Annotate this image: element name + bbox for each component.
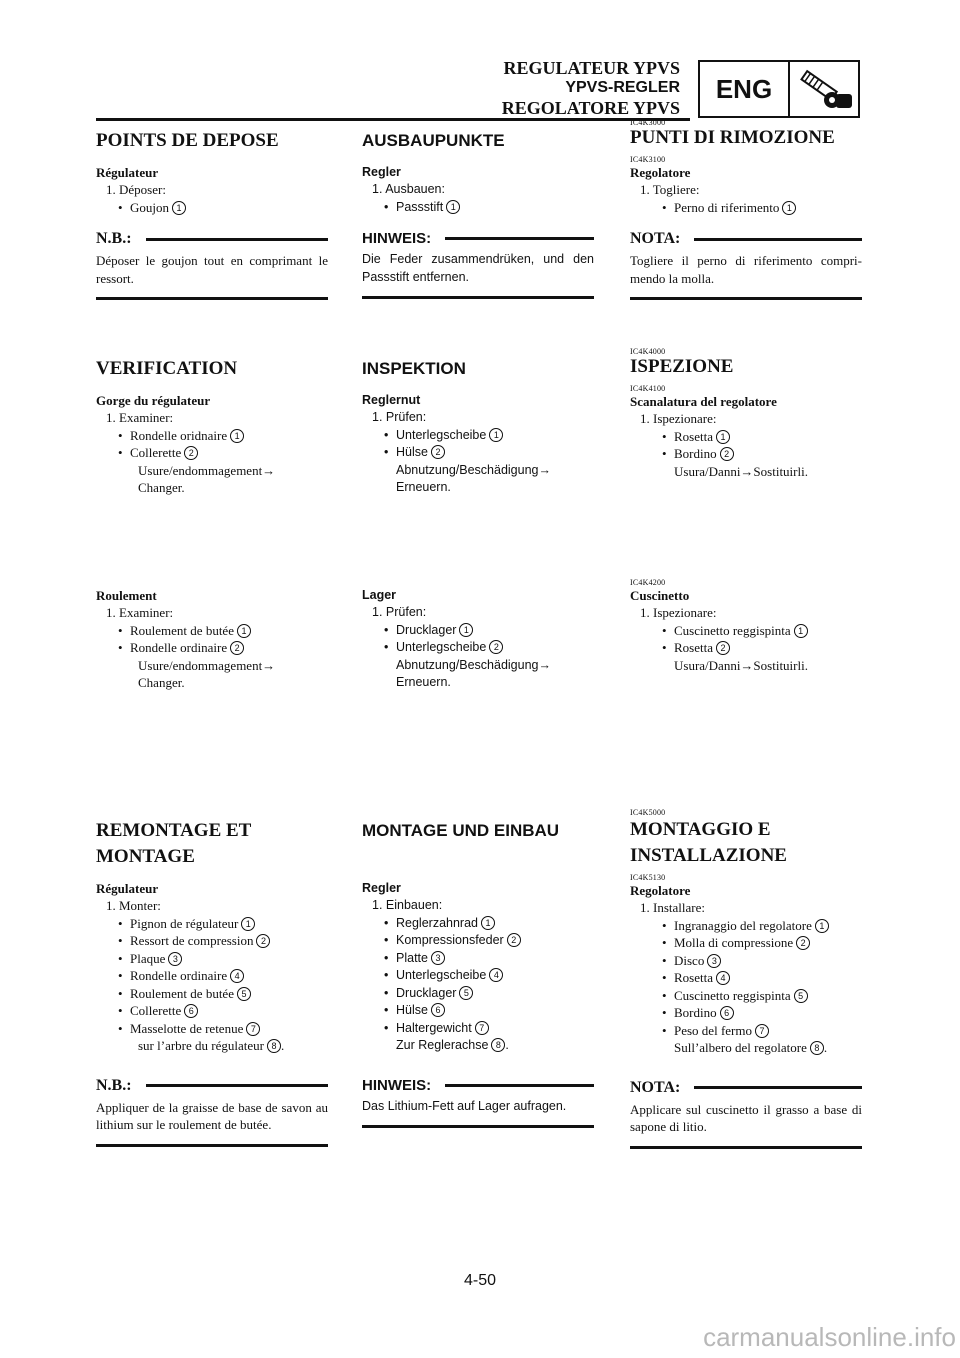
item-label: Haltergewicht xyxy=(396,1020,472,1035)
note-end-rule xyxy=(630,297,862,300)
column-de-assembly xyxy=(362,818,594,1128)
item-label: Hülse xyxy=(396,445,428,459)
list-item xyxy=(96,427,328,445)
item-label: Rosetta xyxy=(674,970,713,985)
item-label: Collerette xyxy=(130,1003,182,1018)
item-label: Rondelle oridnaire xyxy=(130,427,228,443)
fr-note-body: Déposer le goujon tout en comprimant le ressort. xyxy=(96,253,328,286)
column-de-bearing xyxy=(362,587,594,692)
header-title-de: YPVS-REGLER xyxy=(565,79,680,96)
item-label: sur l’arbre du régulateur xyxy=(138,1038,264,1053)
note-label: HINWEIS: xyxy=(362,230,432,247)
fr-subheading: Gorge du régulateur xyxy=(96,393,211,408)
item-label: Cuscinetto reggispinta xyxy=(674,987,791,1003)
header-title-it: REGOLATORE YPVS xyxy=(501,98,680,118)
wear-action: Erneuern. xyxy=(396,675,451,689)
note-rule xyxy=(694,238,862,241)
column-it-bearing xyxy=(630,578,862,674)
item-label: Collerette xyxy=(130,445,182,460)
item-label: Peso del fermo xyxy=(674,1022,752,1038)
title-line-1: MONTAGGIO E xyxy=(630,819,771,840)
note-label: N.B.: xyxy=(96,1076,132,1094)
item-label: Passstift xyxy=(396,199,444,214)
de-note-header xyxy=(362,1077,594,1094)
list-item xyxy=(362,967,594,985)
list-item-extra: Zur Reglerachse 8 . xyxy=(396,1038,509,1052)
note-end-rule xyxy=(630,1146,862,1149)
list-item xyxy=(362,444,594,462)
title-line-1: REMONTAGE ET xyxy=(96,820,252,841)
callout-number: 1 xyxy=(230,429,244,443)
de-note-header xyxy=(362,230,594,247)
title-line-2: INSTALLAZIONE xyxy=(630,845,787,866)
de-subheading: Regler xyxy=(362,881,401,895)
wear-action: Changer. xyxy=(138,675,185,690)
note-label: NOTA: xyxy=(630,1078,681,1096)
item-label: Ingranaggio del regolatore xyxy=(674,917,812,933)
fr-note-body: Appliquer de la graisse de base de savon au lithium sur le roulement de butée. xyxy=(96,1099,328,1132)
callout-number: 2 xyxy=(256,934,270,948)
it-step: 1. Ispezionare: xyxy=(640,605,717,620)
item-label: Unterlegscheibe xyxy=(396,968,487,982)
de-section-title-assembly: MONTAGE UND EINBAU xyxy=(362,821,560,840)
fr-step: 1. Monter: xyxy=(106,898,161,913)
list-item xyxy=(362,1002,594,1020)
it-step: 1. Installare: xyxy=(640,900,705,915)
fr-section-title-removal: POINTS DE DEPOSE xyxy=(96,130,279,151)
note-label: N.B.: xyxy=(96,230,132,247)
fr-step: 1. Examiner: xyxy=(106,410,174,425)
callout-number: 1 xyxy=(489,428,503,442)
de-note-body: Die Feder zusammendrüken, und den Passstift entfernen. xyxy=(362,252,594,284)
item-label: Roulement de butée xyxy=(130,985,234,1001)
item-label: Rosetta xyxy=(674,428,713,444)
callout-number: 6 xyxy=(184,1004,198,1018)
de-subheading: Regler xyxy=(362,165,401,179)
callout-number: 1 xyxy=(237,624,251,638)
callout-number: 5 xyxy=(459,986,473,1000)
item-label: Cuscinetto reggispinta xyxy=(674,622,791,638)
page-number: 4-50 xyxy=(463,1272,497,1289)
note-rule xyxy=(146,1084,328,1087)
fr-subheading: Roulement xyxy=(96,588,157,603)
callout-number: 4 xyxy=(230,969,244,983)
list-item xyxy=(96,1020,328,1038)
it-note-body: Togliere il perno di riferimento compri-mendo la molla. xyxy=(630,253,862,286)
section-code: IC4K4100 xyxy=(630,384,666,393)
item-label: Plaque xyxy=(130,950,166,966)
it-section-title-assembly xyxy=(630,817,862,869)
list-item xyxy=(96,915,328,933)
item-label: Bordino xyxy=(674,1005,717,1020)
note-label: HINWEIS: xyxy=(362,1076,432,1094)
callout-number: 1 xyxy=(241,917,255,931)
header-rule xyxy=(96,118,690,121)
list-item xyxy=(630,445,862,463)
list-item xyxy=(630,199,862,217)
list-item xyxy=(630,1022,862,1040)
callout-number: 1 xyxy=(782,201,796,215)
item-label: Rondelle ordinaire xyxy=(130,640,228,655)
callout-number: 7 xyxy=(475,1021,489,1035)
column-de xyxy=(362,128,594,299)
list-item xyxy=(96,932,328,950)
wear-condition: Usure/endommagement→ xyxy=(138,657,276,673)
note-end-rule xyxy=(362,296,594,299)
list-item xyxy=(630,1004,862,1022)
callout-number: 8 xyxy=(491,1038,505,1052)
note-rule xyxy=(445,1084,594,1087)
list-item xyxy=(96,622,328,640)
item-label: Drucklager xyxy=(396,985,457,1000)
section-code: IC4K4000 xyxy=(630,347,666,356)
de-step: 1. Ausbauen: xyxy=(372,182,445,196)
de-subheading: Reglernut xyxy=(362,393,421,407)
list-item xyxy=(362,932,594,950)
fr-subheading: Régulateur xyxy=(96,881,159,896)
fr-subheading: Régulateur xyxy=(96,165,159,180)
callout-number: 1 xyxy=(459,623,473,637)
section-code: IC4K4200 xyxy=(630,578,666,587)
note-end-rule xyxy=(362,1125,594,1128)
it-note-body: Applicare sul cuscinetto il grasso a base di sapone di litio. xyxy=(630,1101,862,1134)
it-subheading: Scanalatura del regolatore xyxy=(630,394,777,409)
callout-number: 2 xyxy=(796,936,810,950)
list-item xyxy=(362,622,594,640)
title-line-2: MONTAGE xyxy=(96,846,195,867)
section-code: IC4K3000 xyxy=(630,118,666,127)
list-item-extra: sur l’arbre du régulateur 8 . xyxy=(138,1038,285,1053)
callout-number: 1 xyxy=(481,916,495,930)
item-label: Bordino xyxy=(674,446,717,461)
fr-note-header xyxy=(96,1077,328,1095)
fr-note-header xyxy=(96,230,328,248)
list-item xyxy=(96,199,328,217)
callout-number: 3 xyxy=(168,952,182,966)
callout-number: 6 xyxy=(431,1003,445,1017)
list-item xyxy=(96,639,328,657)
list-item xyxy=(96,1002,328,1020)
item-label: Sull’albero del regolatore xyxy=(674,1040,807,1055)
section-code: IC4K3100 xyxy=(630,155,666,164)
de-step: 1. Prüfen: xyxy=(372,605,427,619)
list-item xyxy=(630,952,862,970)
list-item xyxy=(96,967,328,985)
item-label: Goujon xyxy=(130,199,169,215)
note-rule xyxy=(146,238,328,241)
eng-label: ENG xyxy=(700,62,790,116)
list-item xyxy=(362,639,594,657)
de-section-title-inspection: INSPEKTION xyxy=(362,359,466,378)
wear-condition: Usure/endommagement→ xyxy=(138,462,276,478)
column-de-inspection xyxy=(362,356,594,497)
de-section-title-removal: AUSBAUPUNKTE xyxy=(362,131,505,150)
it-section-title-removal: PUNTI DI RIMOZIONE xyxy=(630,127,835,148)
section-header-titles xyxy=(502,58,680,118)
column-it-inspection xyxy=(630,347,862,480)
list-item xyxy=(630,917,862,935)
column-it-assembly xyxy=(630,808,862,1149)
it-note-header xyxy=(630,230,862,248)
list-item xyxy=(630,969,862,987)
list-item-extra: Sull’albero del regolatore 8 . xyxy=(674,1040,828,1055)
column-fr xyxy=(96,128,328,300)
wear-condition: Usura/Danni→Sostituirli. xyxy=(674,463,808,479)
item-label: Rosetta xyxy=(674,640,713,655)
de-step: 1. Einbauen: xyxy=(372,898,443,912)
eng-badge xyxy=(698,60,860,118)
list-item xyxy=(630,987,862,1005)
column-fr-bearing xyxy=(96,587,328,692)
wear-action: Erneuern. xyxy=(396,480,451,494)
list-item xyxy=(362,427,594,445)
list-item xyxy=(630,639,862,657)
it-subheading: Regolatore xyxy=(630,165,691,180)
item-label: Masselotte de retenue xyxy=(130,1020,244,1036)
watermark: carmanualsonline.info xyxy=(703,1322,956,1352)
item-label: Ressort de compression xyxy=(130,933,254,948)
it-subheading: Regolatore xyxy=(630,883,691,898)
note-end-rule xyxy=(96,1144,328,1147)
callout-number: 4 xyxy=(716,971,730,985)
callout-number: 2 xyxy=(431,445,445,459)
wear-action: Changer. xyxy=(138,480,185,495)
callout-number: 2 xyxy=(230,641,244,655)
it-subheading: Cuscinetto xyxy=(630,588,690,603)
item-label: Zur Reglerachse xyxy=(396,1038,489,1052)
fr-step: 1. Examiner: xyxy=(106,605,174,620)
list-item xyxy=(362,1020,594,1038)
item-label: Drucklager xyxy=(396,622,457,637)
fr-step: 1. Déposer: xyxy=(106,182,166,197)
list-item xyxy=(630,934,862,952)
item-label: Unterlegscheibe xyxy=(396,427,487,442)
callout-number: 2 xyxy=(489,640,503,654)
item-label: Molla di compressione xyxy=(674,935,794,950)
callout-number: 7 xyxy=(755,1024,769,1038)
item-label: Rondelle ordinaire xyxy=(130,968,228,983)
callout-number: 1 xyxy=(446,200,460,214)
list-item xyxy=(630,428,862,446)
list-item xyxy=(96,444,328,462)
callout-number: 5 xyxy=(237,987,251,1001)
callout-number: 1 xyxy=(794,624,808,638)
fr-section-title-inspection: VERIFICATION xyxy=(96,358,238,379)
item-label: Platte xyxy=(396,950,428,965)
it-note-header xyxy=(630,1079,862,1097)
de-note-body: Das Lithium-Fett auf Lager aufragen. xyxy=(362,1098,567,1113)
callout-number: 2 xyxy=(184,446,198,460)
callout-number: 1 xyxy=(815,919,829,933)
callout-number: 5 xyxy=(794,989,808,1003)
note-end-rule xyxy=(96,297,328,300)
wear-condition: Usura/Danni→Sostituirli. xyxy=(674,657,808,673)
note-label: NOTA: xyxy=(630,230,681,247)
callout-number: 8 xyxy=(810,1041,824,1055)
de-step: 1. Prüfen: xyxy=(372,410,427,424)
callout-number: 2 xyxy=(716,641,730,655)
note-rule xyxy=(445,237,594,240)
callout-number: 8 xyxy=(267,1039,281,1053)
item-label: Hülse xyxy=(396,1003,428,1017)
list-item xyxy=(362,985,594,1003)
callout-number: 3 xyxy=(707,954,721,968)
section-code: IC4K5000 xyxy=(630,808,666,817)
wear-condition: Abnutzung/Beschädigung→ xyxy=(396,462,551,477)
section-code: IC4K5130 xyxy=(630,873,666,882)
list-item xyxy=(362,199,594,217)
de-subheading: Lager xyxy=(362,588,397,602)
wrench-on-bolt-icon xyxy=(792,64,856,114)
item-label: Perno di riferimento xyxy=(674,199,780,215)
it-step: 1. Ispezionare: xyxy=(640,411,717,426)
it-step: 1. Togliere: xyxy=(640,182,700,197)
callout-number: 6 xyxy=(720,1006,734,1020)
note-rule xyxy=(694,1086,862,1089)
callout-number: 1 xyxy=(172,201,186,215)
column-it xyxy=(630,118,862,300)
item-label: Roulement de butée xyxy=(130,622,234,638)
wear-condition: Abnutzung/Beschädigung→ xyxy=(396,657,551,672)
column-fr-assembly xyxy=(96,818,328,1147)
item-label: Pignon de régulateur xyxy=(130,915,239,931)
item-label: Reglerzahnrad xyxy=(396,915,478,930)
callout-number: 4 xyxy=(489,968,503,982)
item-label: Kompressionsfeder xyxy=(396,933,504,947)
callout-number: 3 xyxy=(431,951,445,965)
callout-number: 7 xyxy=(246,1022,260,1036)
list-item xyxy=(362,915,594,933)
list-item xyxy=(630,622,862,640)
callout-number: 2 xyxy=(720,447,734,461)
callout-number: 2 xyxy=(507,933,521,947)
header-title-fr: REGULATEUR YPVS xyxy=(503,58,680,78)
list-item xyxy=(362,950,594,968)
fr-section-title-assembly xyxy=(96,818,328,870)
list-item xyxy=(96,985,328,1003)
it-section-title-inspection: ISPEZIONE xyxy=(630,356,734,377)
callout-number: 1 xyxy=(716,430,730,444)
item-label: Unterlegscheibe xyxy=(396,640,487,654)
column-fr-inspection xyxy=(96,356,328,497)
list-item xyxy=(96,950,328,968)
item-label: Disco xyxy=(674,952,705,968)
